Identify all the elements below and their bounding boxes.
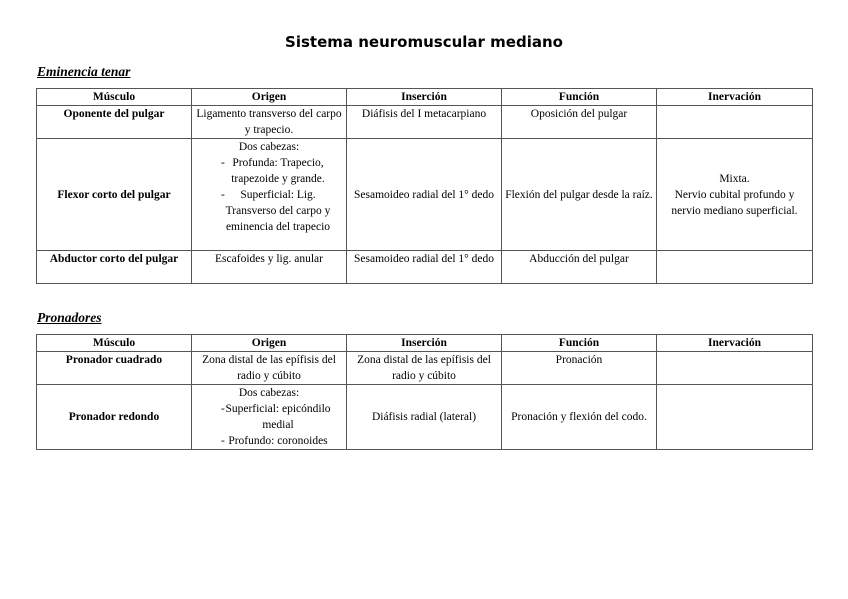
list-item: - Superficial: Lig. Transverso del carpo y eminencia del trapecio [221, 189, 331, 233]
insertion-cell: Diáfisis radial (lateral) [347, 385, 502, 450]
innervation-line: Mixta. [719, 172, 750, 185]
innervation-cell [657, 251, 813, 284]
table-header-row [37, 89, 813, 106]
insertion-cell: Sesamoideo radial del 1° dedo [347, 251, 502, 284]
insertion-cell: Sesamoideo radial del 1° dedo [347, 139, 502, 251]
muscle-cell: Pronador redondo [37, 385, 192, 450]
table-row [37, 106, 813, 139]
table-pronadores [36, 334, 813, 450]
function-cell: Oposición del pulgar [502, 106, 657, 139]
innervation-cell [657, 352, 813, 385]
column-header-funcion: Función [502, 89, 657, 106]
column-header-inervacion: Inervación [657, 89, 813, 106]
origin-cell: Zona distal de las epífisis del radio y cúbito [192, 352, 347, 385]
function-cell: Flexión del pulgar desde la raíz. [502, 139, 657, 251]
origin-cell: Ligamento transverso del carpo y trapecio. [192, 106, 347, 139]
function-cell: Abducción del pulgar [502, 251, 657, 284]
muscle-cell: Oponente del pulgar [37, 106, 192, 139]
list-item: - Superficial: epicóndilo medial [221, 403, 331, 431]
muscle-cell: Flexor corto del pulgar [37, 139, 192, 251]
insertion-cell: Diáfisis del I metacarpiano [347, 106, 502, 139]
origin-cell [192, 139, 347, 251]
table-row [37, 139, 813, 251]
origin-cell [192, 385, 347, 450]
list-item: - Profundo: coronoides [221, 435, 328, 447]
column-header-inervacion: Inervación [657, 335, 813, 352]
column-header-musculo: Músculo [37, 89, 192, 106]
table-row [37, 352, 813, 385]
muscle-cell: Pronador cuadrado [37, 352, 192, 385]
list-item: - Profunda: Trapecio, trapezoide y grande. [221, 157, 325, 185]
table-row [37, 251, 813, 284]
page-title: Sistema neuromuscular mediano [285, 33, 563, 51]
origin-intro: Dos cabezas: [238, 387, 300, 399]
innervation-cell [657, 139, 813, 251]
table-row [37, 385, 813, 450]
column-header-insercion: Inserción [347, 335, 502, 352]
origin-item-text: Profunda: Trapecio, trapezoide y grande. [231, 157, 325, 185]
innervation-cell [657, 385, 813, 450]
origin-item-text: Superficial: epicóndilo medial [225, 403, 331, 431]
origin-cell: Escafoides y lig. anular [192, 251, 347, 284]
function-cell: Pronación y flexión del codo. [502, 385, 657, 450]
origin-intro: Dos cabezas: [238, 141, 300, 153]
muscle-cell: Abductor corto del pulgar [37, 251, 192, 284]
table-eminencia-tenar [36, 88, 813, 284]
function-cell: Pronación [502, 352, 657, 385]
column-header-origen: Origen [192, 335, 347, 352]
table-header-row [37, 335, 813, 352]
column-header-musculo: Músculo [37, 335, 192, 352]
innervation-cell [657, 106, 813, 139]
column-header-origen: Origen [192, 89, 347, 106]
column-header-insercion: Inserción [347, 89, 502, 106]
origin-item-text: Superficial: Lig. Transverso del carpo y eminencia del trapecio [225, 189, 331, 233]
section-title-pronadores: Pronadores [37, 310, 102, 325]
column-header-funcion: Función [502, 335, 657, 352]
innervation-line: Nervio cubital profundo y nervio mediano superficial. [671, 188, 798, 217]
origin-item-text: Profundo: coronoides [228, 435, 328, 447]
insertion-cell: Zona distal de las epífisis del radio y cúbito [347, 352, 502, 385]
section-title-eminencia-tenar: Eminencia tenar [37, 64, 131, 79]
